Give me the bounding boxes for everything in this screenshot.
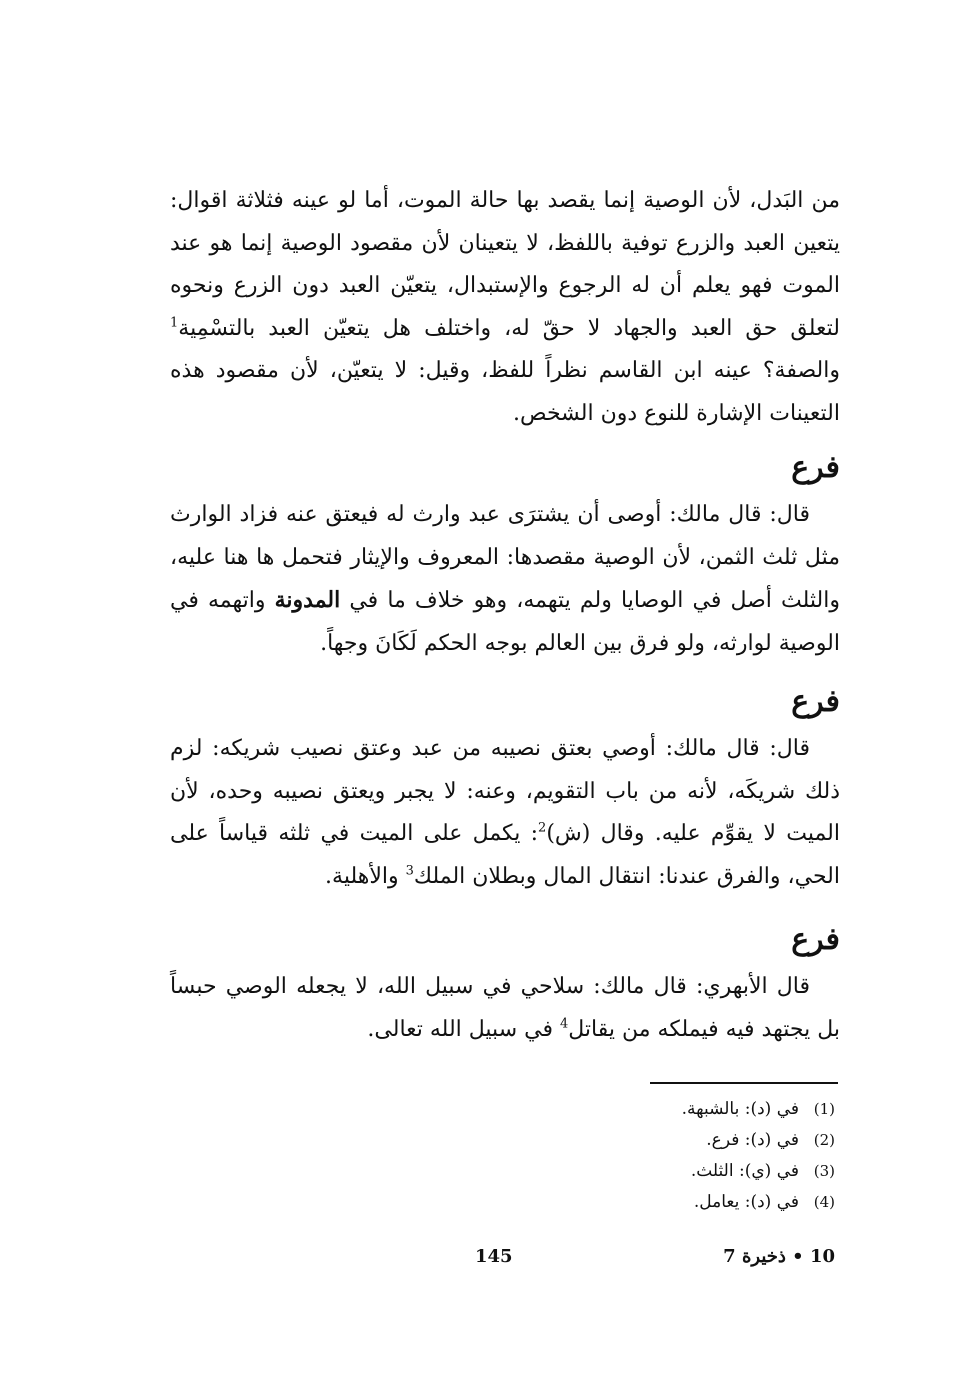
paragraph-4 bbox=[170, 966, 840, 1051]
footnote-number: (4) bbox=[813, 1193, 835, 1211]
paragraph-1 bbox=[170, 180, 840, 435]
printer-signature: 10 • ذخيرة 7 bbox=[723, 1246, 835, 1267]
paragraph-2-text: قال: قال مالك: أوصى أن يشترَى عبد وارث له فيعتق عنه فزاد الوارث مثل ثلث الثمن، لأن الوصية مقصدها: المعروف والإيثار فتحمل ها هنا عليه، والثلث أصل في الوصايا ولم يتهمه، وهو خلاف ما في bbox=[170, 502, 841, 613]
paragraph-3-end: والأهلية. bbox=[325, 863, 406, 889]
footnote-item bbox=[682, 1094, 835, 1125]
footnote-text: في (د): بالشبهة. bbox=[681, 1099, 799, 1119]
section-heading-2: فرع bbox=[791, 684, 840, 719]
paragraph-3 bbox=[170, 728, 840, 898]
paragraph-3-mid: : يكمل على الميت في ثلثه قياساً على الحي، والفرق عندنا: انتقال المال وبطلان الملك bbox=[170, 821, 840, 889]
paragraph-2 bbox=[170, 494, 840, 665]
footnote-text: في (د): فرع. bbox=[706, 1130, 799, 1150]
footnote-divider bbox=[650, 1082, 838, 1084]
body-section-4 bbox=[170, 966, 840, 1051]
footnote-ref-3[interactable]: 3 bbox=[405, 863, 414, 879]
paragraph-4-text: قال الأبهري: قال مالك: سلاحي في سبيل الله، لا يجعله الوصي حبساً بل يجتهد فيه فيملكه من يقاتل bbox=[170, 974, 840, 1042]
body-section-2 bbox=[170, 494, 840, 665]
body-section-1 bbox=[170, 180, 840, 435]
section-heading-3: فرع bbox=[791, 922, 840, 957]
footnote-item bbox=[682, 1187, 835, 1218]
paragraph-2-end: واتهمه في الوصية لوارثه، ولو فرق بين العالم بوجه الحكم لَكَانَ وجهاً. bbox=[170, 588, 840, 656]
footnote-number: (3) bbox=[813, 1162, 835, 1180]
page-number: 145 bbox=[475, 1246, 513, 1267]
footnote-list bbox=[682, 1094, 835, 1218]
footnote-ref-2[interactable]: 2 bbox=[538, 820, 547, 836]
footnote-text: في (ي): الثلث. bbox=[690, 1161, 799, 1181]
body-section-3 bbox=[170, 728, 840, 898]
paragraph-1-text: من البَدل، لأن الوصية إنما يقصد بها حالة الموت، أما لو عينه فثلاثة اقوال: يتعين العبد والزرع توفية باللفظ، لا يتعينان لأن مقصود الوصية إنما هو عند الموت فهو يعلم أن له الرجوع والإستبدال، يتعيّن العبد دون الزرع ونحوه لتعلق حق العبد والجهاد لا حقّ له، واختلف هل يتعيّن العبد بالتسْمِية bbox=[170, 188, 840, 341]
footnote-text: في (د): يعامل. bbox=[693, 1192, 799, 1212]
footnote-ref-1[interactable]: 1 bbox=[170, 315, 179, 331]
footnote-ref-4[interactable]: 4 bbox=[559, 1016, 569, 1032]
footnote-item bbox=[682, 1156, 835, 1187]
paragraph-3-text: قال: قال مالك: أوصي بعتق نصيبه من عبد وعتق نصيب شريكه: لزم ذلك شريكَه، لأنه من باب التقويم، وعنه: لا يجبر ويعتق نصيبه وحده، لأن الميت لا يقوِّم عليه. وقال (ش) bbox=[170, 736, 840, 846]
section-heading-1: فرع bbox=[791, 450, 840, 485]
paragraph-2-bold-term: المدونة bbox=[274, 587, 341, 613]
paragraph-1-end: والصفة؟ عينه ابن القاسم نظراً للفظ، وقيل: لا يتعيّن، لأن مقصود هذه التعينات الإشارة للنوع دون الشخص. bbox=[170, 358, 840, 426]
paragraph-4-end: في سبيل الله تعالى. bbox=[367, 1016, 560, 1042]
footnote-number: (2) bbox=[813, 1131, 835, 1149]
footnote-item bbox=[682, 1125, 835, 1156]
footnote-number: (1) bbox=[813, 1100, 835, 1118]
